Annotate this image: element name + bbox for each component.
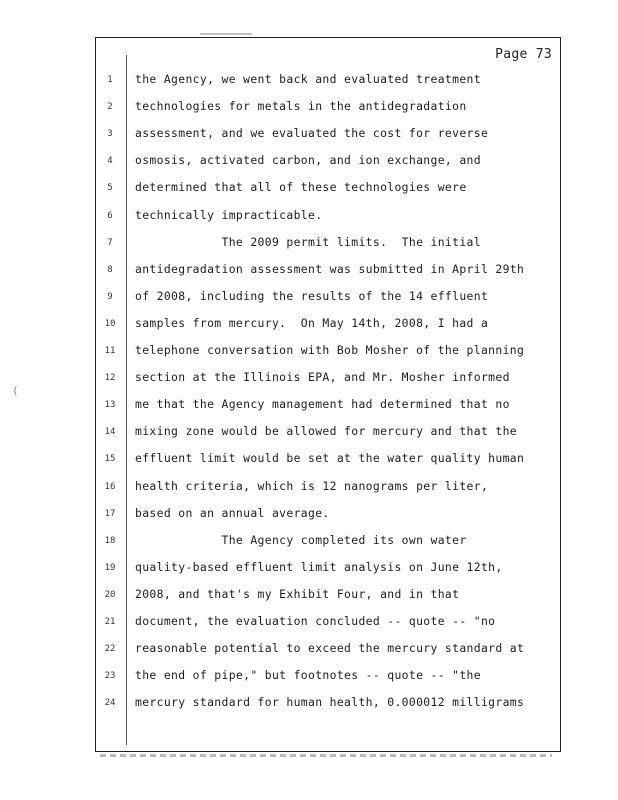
transcript-line <box>0 614 618 634</box>
line-number: 12 <box>104 373 116 384</box>
line-text: determined that all of these technologies were <box>135 180 467 195</box>
line-text: section at the Illinois EPA, and Mr. Mosher informed <box>135 370 510 385</box>
transcript-line <box>0 641 618 661</box>
line-text: me that the Agency management had determined that no <box>135 397 510 412</box>
transcript-line <box>0 397 618 417</box>
line-text: mercury standard for human health, 0.000012 milligrams <box>135 695 525 710</box>
line-number: 3 <box>107 129 113 140</box>
line-text: The 2009 permit limits. The initial <box>135 234 481 249</box>
line-text: assessment, and we evaluated the cost for reverse <box>135 126 489 141</box>
scan-artifact-top <box>200 33 252 35</box>
line-number: 15 <box>104 454 116 465</box>
line-number: 5 <box>107 183 113 194</box>
line-number: 7 <box>107 237 113 248</box>
transcript-line <box>0 235 618 255</box>
transcript-line <box>0 208 618 228</box>
line-number: 1 <box>107 75 113 85</box>
line-number: 14 <box>104 427 116 438</box>
transcript-line <box>0 533 618 553</box>
line-number: 24 <box>104 698 116 709</box>
line-number: 10 <box>104 318 116 329</box>
line-number: 19 <box>104 562 116 573</box>
transcript-line <box>0 180 618 200</box>
transcript-line <box>0 695 618 715</box>
page-number-label: Page 73 <box>495 47 552 62</box>
transcript-line <box>0 316 618 336</box>
line-text: document, the evaluation concluded -- quote -- "no <box>135 614 496 628</box>
line-text: quality-based effluent limit analysis on June 12th, <box>135 559 503 574</box>
line-number: 11 <box>104 346 116 356</box>
line-number: 16 <box>104 481 116 492</box>
line-text: technically impracticable. <box>135 207 323 222</box>
line-text: effluent limit would be set at the water quality human <box>135 451 525 466</box>
line-number: 22 <box>104 644 116 655</box>
stray-scan-mark: ( <box>12 384 19 397</box>
line-text: telephone conversation with Bob Mosher of the planning <box>135 343 525 357</box>
line-number: 23 <box>104 671 116 682</box>
transcript-line <box>0 451 618 471</box>
line-text: health criteria, which is 12 nanograms per liter, <box>135 478 489 493</box>
transcript-line <box>0 99 618 119</box>
transcript-line <box>0 560 618 580</box>
line-number: 6 <box>107 210 113 221</box>
transcript-line <box>0 506 618 526</box>
line-text: The Agency completed its own water <box>135 532 467 547</box>
transcript-line <box>0 370 618 390</box>
line-number: 17 <box>104 508 116 519</box>
transcript-line <box>0 126 618 146</box>
transcript-line <box>0 289 618 309</box>
line-text: based on an annual average. <box>135 505 330 520</box>
line-number: 18 <box>104 535 116 546</box>
line-number: 13 <box>104 400 116 411</box>
transcript-line <box>0 262 618 282</box>
line-number: 8 <box>107 264 113 275</box>
line-text: osmosis, activated carbon, and ion exchange, and <box>135 153 481 168</box>
line-text: samples from mercury. On May 14th, 2008, I had a <box>135 315 489 330</box>
line-text: 2008, and that's my Exhibit Four, and in that <box>135 586 460 601</box>
line-number: 4 <box>107 156 113 167</box>
line-text: the Agency, we went back and evaluated treatment <box>135 72 481 86</box>
line-number: 2 <box>107 102 113 113</box>
transcript-line <box>0 153 618 173</box>
line-number: 21 <box>104 617 116 627</box>
scan-artifact-bottom <box>100 754 552 757</box>
transcript-line <box>0 479 618 499</box>
line-text: mixing zone would be allowed for mercury and that the <box>135 424 518 439</box>
transcript-line <box>0 587 618 607</box>
line-text: technologies for metals in the antidegradation <box>135 99 467 114</box>
transcript-line <box>0 668 618 688</box>
transcript-line <box>0 343 618 363</box>
line-text: the end of pipe," but footnotes -- quote -- "the <box>135 668 481 683</box>
transcript-line <box>0 424 618 444</box>
line-text: antidegradation assessment was submitted in April 29th <box>135 261 525 276</box>
line-text: of 2008, including the results of the 14 effluent <box>135 288 489 303</box>
line-number: 20 <box>104 589 116 600</box>
transcript-line <box>0 72 618 92</box>
line-text: reasonable potential to exceed the mercury standard at <box>135 641 525 656</box>
line-number: 9 <box>107 291 113 302</box>
